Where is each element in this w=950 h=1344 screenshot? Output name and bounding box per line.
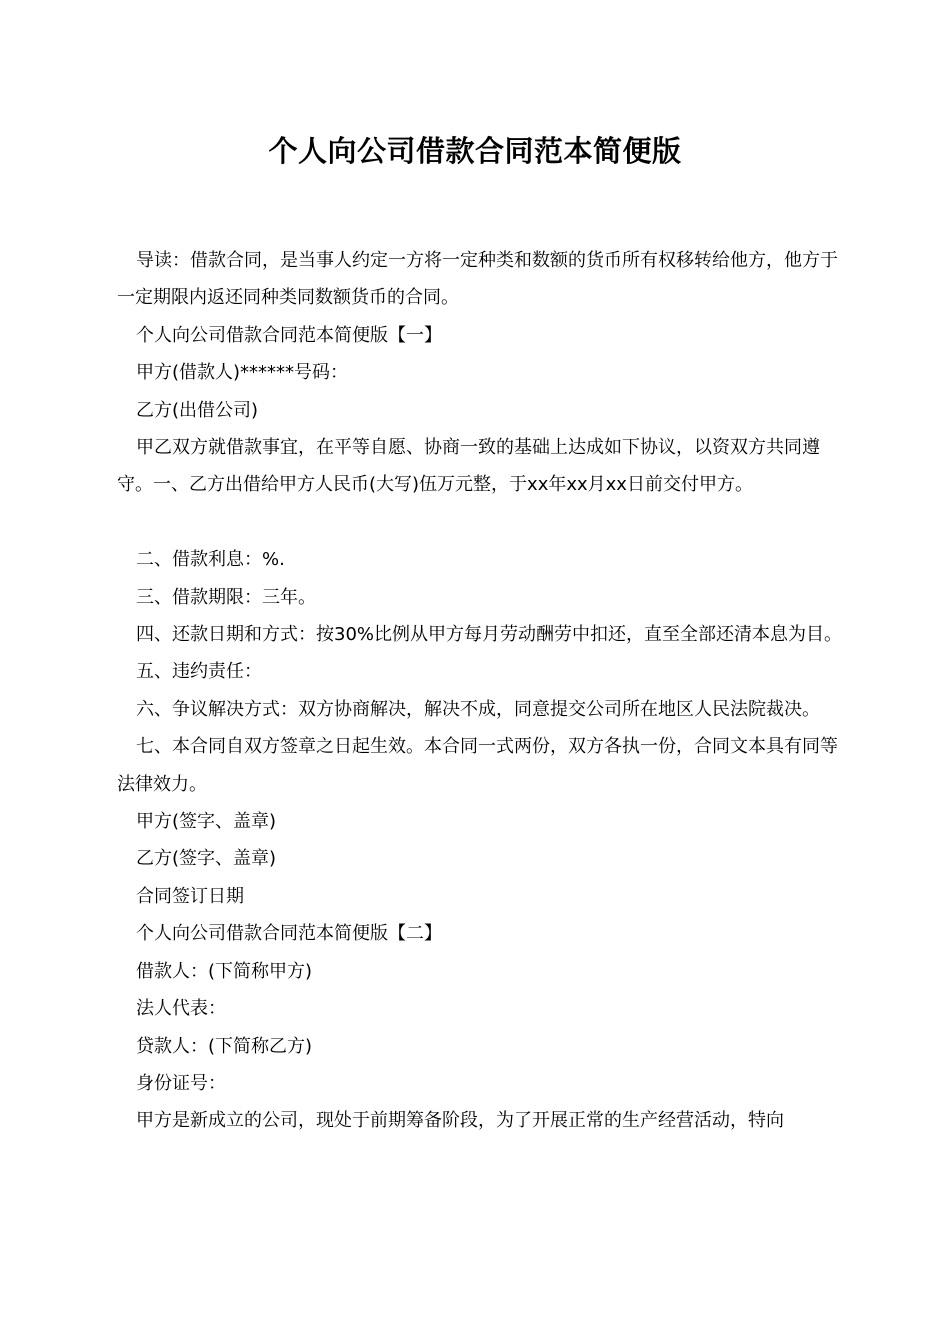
id-number-line: 身份证号： [136,1072,226,1094]
agreement-paragraph: 甲乙双方就借款事宜，在平等自愿、协商一致的基础上达成如下协议，以资双方共同遵守。一、乙方出借给甲方人民币(大写)伍万元整，于xx年xx月xx日前交付甲方。 [117,437,820,496]
intro-paragraph: 导读：借款合同，是当事人约定一方将一定种类和数额的货币所有权移转给他方，他方于一定期限内返还同种类同数额货币的合同。 [117,250,838,309]
document-title: 个人向公司借款合同范本简便版 [268,134,682,168]
legal-rep-line: 法人代表： [136,998,226,1020]
section-heading-two: 个人向公司借款合同范本简便版【二】 [136,923,442,945]
clause-repayment: 四、还款日期和方式：按30%比例从甲方每月劳动酬劳中扣还，直至全部还清本息为目。 [136,624,843,646]
clause-term: 三、借款期限：三年。 [136,586,316,608]
party-a-line: 甲方(借款人)******号码： [136,362,349,384]
section-heading-one: 个人向公司借款合同范本简便版【一】 [136,324,442,346]
signature-party-a: 甲方(签字、盖章) [136,811,277,833]
clause-dispute: 六、争议解决方式：双方协商解决，解决不成，同意提交公司所在地区人民法院裁决。 [136,698,820,720]
lender-line: 贷款人：(下简称乙方) [136,1035,313,1057]
background-paragraph: 甲方是新成立的公司，现处于前期筹备阶段，为了开展正常的生产经营活动，特向 [136,1110,784,1132]
borrower-line: 借款人：(下简称甲方) [136,960,313,982]
signature-party-b: 乙方(签字、盖章) [136,848,277,870]
signing-date: 合同签订日期 [136,885,244,907]
blank-line [117,504,847,541]
clause-interest: 二、借款利息：%. [136,549,285,571]
clause-liability: 五、违约责任： [136,661,262,683]
clause-effect: 七、本合同自双方签章之日起生效。本合同一式两份，双方各执一份，合同文本具有同等法律效力。 [117,736,838,795]
document-body [117,242,847,1140]
party-b-line: 乙方(出借公司) [136,399,259,421]
